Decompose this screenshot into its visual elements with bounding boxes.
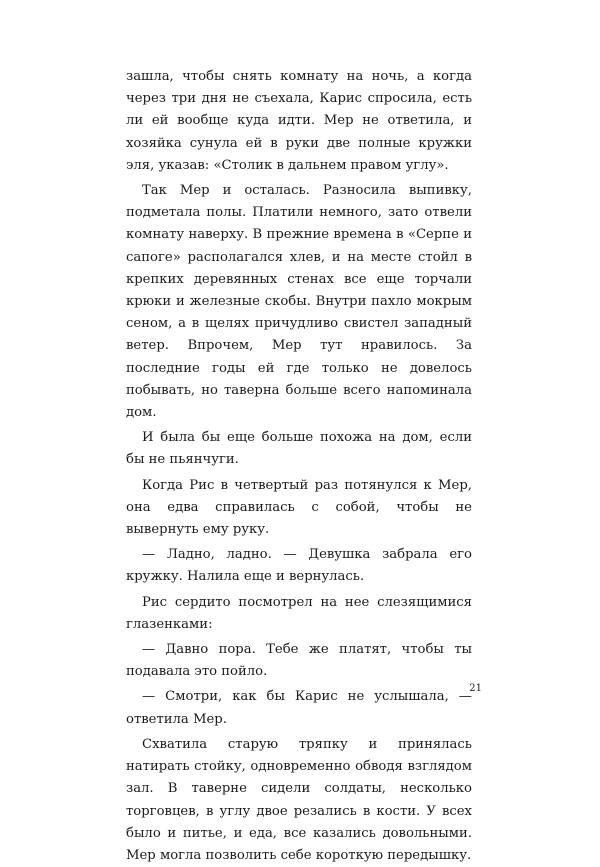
paragraph-7: — Давно пора. Тебе же платят, чтобы ты подавала это пойло. xyxy=(126,642,472,680)
page-number: 21 xyxy=(469,683,482,694)
paragraph-6: Рис сердито посмотрел на нее слезящимися глазенками: xyxy=(126,594,472,632)
paragraph-9: Схватила старую тряпку и принялась натирать стойку, одновременно обводя взглядом зал. В таверне сидели солдаты, несколько торговцев, в углу двое резались в кости. У всех было и питье, и еда, все казались довольными. Мер могла позволить себе короткую передышку. xyxy=(126,736,472,863)
paragraph-5: — Ладно, ладно. — Девушка забрала его кружку. Налила еще и вернулась. xyxy=(126,547,472,585)
paragraph-2: Так Мер и осталась. Разносила выпивку, подметала полы. Платили немного, зато отвели комнату наверху. В прежние времена в «Серпе и сапоге» располагался хлев, и на месте стойл в крепких деревянных стенах все еще торчали крюки и железные скобы. Внутри пахло мокрым сеном, а в щелях причудливо свистел западный ветер. Впрочем, Мер тут нравилось. За последние годы ей где только не довелось побывать, но таверна больше всего напоминала дом. xyxy=(126,183,472,421)
paragraph-3: И была бы еще больше похожа на дом, если бы не пьянчуги. xyxy=(126,430,472,468)
paragraph-1: зашла, чтобы снять комнату на ночь, а когда через три дня не съехала, Карис спросила, есть ли ей вообще куда идти. Мер не ответила, и хозяйка сунула ей в руки две полные кружки эля, указав: «Столик в дальнем правом углу». xyxy=(126,69,472,173)
paragraph-4: Когда Рис в четвертый раз потянулся к Мер, она едва справилась с собой, чтобы не вывернуть ему руку. xyxy=(126,477,472,538)
paragraph-8: — Смотри, как бы Карис не услышала, — ответила Мер. xyxy=(126,689,472,727)
body-text xyxy=(126,66,472,867)
